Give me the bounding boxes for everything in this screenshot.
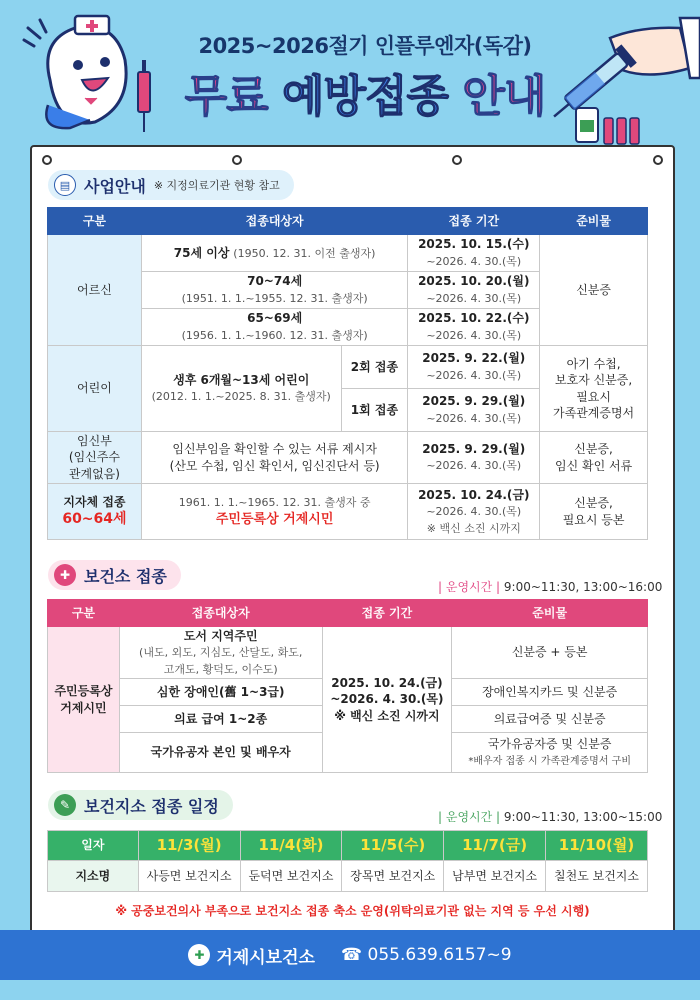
center-table — [47, 599, 648, 773]
target-cell: 70~74세 (1951. 1. 1.~1955. 12. 31. 출생자) — [141, 272, 408, 309]
section-branch-title: 보건지소 접종 일정 — [84, 796, 219, 816]
health-center-logo-icon: ✚ — [188, 944, 210, 966]
section-business-note: ※ 지정의료기관 현황 참고 — [153, 179, 280, 192]
period-cell: 2025. 9. 29.(월) ~2026. 4. 30.(목) — [408, 432, 540, 484]
branch-schedule-table — [47, 830, 648, 892]
schedule-day: 11/5(수) — [342, 831, 444, 861]
target-cell: 임신부임을 확인할 수 있는 서류 제시자 (산모 수첩, 임신 확인서, 임신진단서 등) — [141, 432, 408, 484]
branch-name: 사등면 보건지소 — [138, 861, 240, 892]
branch-name: 장목면 보건지소 — [342, 861, 444, 892]
prep-elderly: 신분증 — [540, 235, 648, 346]
category-local: 지자체 접종 60~64세 — [48, 484, 142, 540]
title-line1: 2025~2026절기 인플루엔자(독감) — [198, 34, 532, 58]
table-row — [48, 346, 648, 389]
center-label: 지소명 — [48, 861, 139, 892]
business-table — [47, 207, 648, 540]
branch-hours: | 운영시간 | 9:00~11:30, 13:00~15:00 — [438, 810, 663, 824]
title-vaccination: 예방접종 — [281, 71, 448, 122]
category-pregnant: 임신부 (임신주수 관계없음) — [48, 432, 142, 484]
schedule-day: 11/10(월) — [546, 831, 648, 861]
prep-child: 아기 수첩, 보호자 신분증, 필요시 가족관계증명서 — [540, 346, 648, 432]
health-center-icon: ✚ — [54, 564, 76, 586]
table-row — [48, 432, 648, 484]
table-row — [48, 861, 648, 892]
table-row — [48, 484, 648, 540]
prep-local: 신분증, 필요시 등본 — [540, 484, 648, 540]
syringe-icon: ✎ — [54, 794, 76, 816]
date-label: 일자 — [48, 831, 139, 861]
header-prep: 준비물 — [452, 600, 648, 627]
period-cell: 2025. 10. 20.(월) ~2026. 4. 30.(목) — [408, 272, 540, 309]
title-line2 — [150, 60, 580, 124]
target-cell: 65~69세 (1956. 1. 1.~1960. 12. 31. 출생자) — [141, 309, 408, 346]
table-row — [48, 831, 648, 861]
binder-hole — [653, 155, 663, 165]
schedule-day: 11/4(화) — [240, 831, 342, 861]
target-cell: 생후 6개월~13세 어린이 (2012. 1. 1.~2025. 8. 31. 출생자) — [141, 346, 341, 432]
header-category: 구분 — [48, 208, 142, 235]
footer — [0, 930, 700, 980]
binder-hole — [452, 155, 462, 165]
mascot-nurse-illustration — [20, 10, 160, 140]
period-cell: 2025. 10. 22.(수) ~2026. 4. 30.(목) — [408, 309, 540, 346]
prep-pregnant: 신분증, 임신 확인 서류 — [540, 432, 648, 484]
prep-cell: 신분증 + 등본 — [452, 627, 648, 679]
header-target: 접종대상자 — [141, 208, 408, 235]
dose-two: 2회 접종 — [341, 346, 408, 389]
target-cell: 도서 지역주민 (내도, 외도, 지심도, 산달도, 화도, 고개도, 황덕도, 이수도) — [119, 627, 322, 679]
document-icon: ▤ — [54, 174, 76, 196]
period-cell: 2025. 10. 15.(수) ~2026. 4. 30.(목) — [408, 235, 540, 272]
header-prep: 준비물 — [540, 208, 648, 235]
period-cell: 2025. 9. 22.(월) ~2026. 4. 30.(목) — [408, 346, 540, 389]
target-cell: 국가유공자 본인 및 배우자 — [119, 733, 322, 773]
period-cell: 2025. 10. 24.(금) ~2026. 4. 30.(목) ※ 백신 소진 시까지 — [322, 627, 452, 773]
section-center-title: 보건소 접종 — [84, 566, 167, 586]
schedule-day: 11/3(월) — [138, 831, 240, 861]
section-branch-heading — [48, 790, 233, 820]
target-cell: 심한 장애인(舊 1~3급) — [119, 679, 322, 706]
binder-hole — [42, 155, 52, 165]
prep-cell: 장애인복지카드 및 신분증 — [452, 679, 648, 706]
footnote: ※ 공중보건의사 부족으로 보건지소 접종 축소 운영(위탁의료기관 없는 지역 등 우선 시행) — [115, 904, 590, 918]
dose-one: 1회 접종 — [341, 389, 408, 432]
target-cell: 의료 급여 1~2종 — [119, 706, 322, 733]
category-residents: 주민등록상 거제시민 — [48, 627, 120, 773]
branch-name: 칠천도 보건지소 — [546, 861, 648, 892]
header-target: 접종대상자 — [119, 600, 322, 627]
center-hours: | 운영시간 | 9:00~11:30, 13:00~16:00 — [438, 580, 663, 594]
target-cell: 1961. 1. 1.~1965. 12. 31. 출생자 중 주민등록상 거제시민 — [141, 484, 408, 540]
header-category: 구분 — [48, 600, 120, 627]
syringe-hand-illustration — [540, 8, 700, 148]
table-row — [48, 235, 648, 272]
section-center-heading — [48, 560, 181, 590]
prep-cell: 의료급여증 및 신분증 — [452, 706, 648, 733]
binder-hole — [232, 155, 242, 165]
prep-cell: 국가유공자증 및 신분증 *배우자 접종 시 가족관계증명서 구비 — [452, 733, 648, 773]
phone-icon: ☎ — [340, 945, 363, 965]
schedule-day: 11/7(금) — [444, 831, 546, 861]
section-business-heading — [48, 170, 294, 200]
period-cell: 2025. 10. 24.(금) ~2026. 4. 30.(목) ※ 백신 소진 시까지 — [408, 484, 540, 540]
header-period: 접종 기간 — [408, 208, 540, 235]
branch-name: 남부면 보건지소 — [444, 861, 546, 892]
table-row — [48, 627, 648, 679]
category-child: 어린이 — [48, 346, 142, 432]
period-cell: 2025. 9. 29.(월) ~2026. 4. 30.(목) — [408, 389, 540, 432]
section-business-title: 사업안내 — [84, 176, 146, 196]
footer-org: 거제시보건소 — [216, 947, 315, 968]
title-guide: 안내 — [462, 71, 546, 122]
category-elderly: 어르신 — [48, 235, 142, 346]
branch-name: 둔덕면 보건지소 — [240, 861, 342, 892]
target-cell: 75세 이상 (1950. 12. 31. 이전 출생자) — [141, 235, 408, 272]
title-free: 무료 — [184, 71, 268, 122]
header-period: 접종 기간 — [322, 600, 452, 627]
header — [0, 0, 700, 140]
footer-phone[interactable] — [341, 945, 512, 965]
phone-number: 055.639.6157~9 — [367, 945, 512, 965]
